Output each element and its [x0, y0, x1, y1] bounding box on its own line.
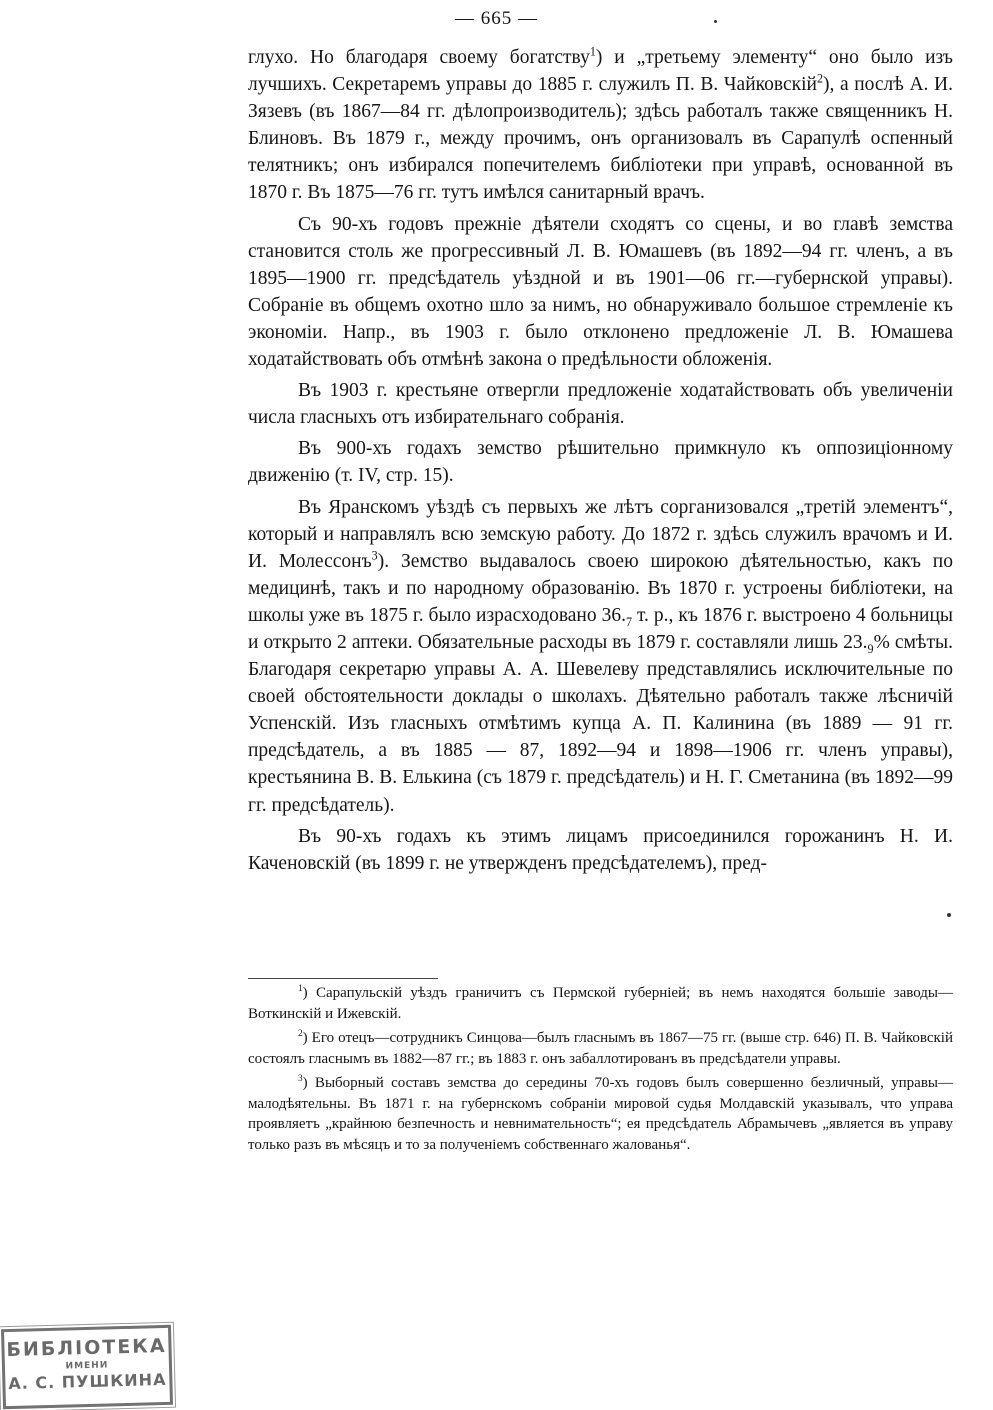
paragraph-1-text-c: ), а послѣ А. И. Зязевъ (въ 1867—84 гг. дѣлопроизводитель); здѣсь работалъ также священникъ Н. Блиновъ. Въ 1879 г., между прочимъ, онъ организовалъ въ Сарапулѣ оспенный телятникъ; онъ избирался попечителемъ библіотеки при управѣ, основанной въ 1870 г. Въ 1875—76 гг. тутъ имѣлся санитарный врачъ.: [248, 74, 953, 204]
paragraph-1: [248, 44, 953, 207]
decimal-subscript-2: 9: [867, 641, 874, 656]
footnote-3-text: ) Выборный составъ земства до середины 70-хъ годовъ былъ совершенно безличный, управы—малодѣятельны. Въ 1871 г. на губернскомъ собраніи мировой судья Молдавскій указывалъ, что управа проявляетъ „крайнюю безпечность и невнимательность“; ея предсѣдатель Абрамычевъ „является въ управу только разъ въ мѣсяцъ и то за полученіемъ собственнаго жалованья“.: [248, 1075, 953, 1153]
stamp-line-2: ИМЕНИ: [65, 1360, 109, 1372]
footnote-2-mark: 2: [298, 1029, 303, 1039]
library-stamp: [1, 1325, 173, 1409]
footnote-divider: [248, 978, 438, 979]
stamp-line-1: БИБЛІОТЕКА: [6, 1334, 167, 1362]
stray-ink-dot: [947, 913, 951, 917]
footnote-ref-2: 2: [816, 71, 823, 86]
footnotes: [248, 983, 953, 1159]
footnote-1-text: ) Сарапульскій уѣздъ граничитъ съ Пермской губерніей; въ немъ находятся большіе заводы—Воткинскій и Ижевскій.: [248, 985, 953, 1022]
page-number: — 665 —: [455, 8, 538, 29]
paragraph-1-text-a: глухо. Но благодаря своему богатству: [248, 47, 590, 68]
paragraph-1-text-b: ) и „третьему элементу“ оно было изъ лучшихъ. Секретаремъ управы до 1885 г. служилъ П. В. Чайковскій: [248, 47, 953, 96]
paragraph-3: Въ 1903 г. крестьяне отвергли предложеніе ходатайствовать объ увеличеніи числа гласныхъ отъ избирательнаго собранія.: [248, 380, 953, 429]
footnote-2-text: ) Его отецъ—сотрудникъ Синцова—былъ гласнымъ въ 1867—75 гг. (выше стр. 646) П. В. Чайковскій состоялъ гласнымъ въ 1882—87 гг.; въ 1883 г. онъ забаллотированъ въ предсѣдатели управы.: [248, 1030, 953, 1067]
footnote-1-mark: 1: [298, 984, 303, 994]
paragraph-5-text-c: т. р., къ 1876 г. выстроено 4 больницы и открыто 2 аптеки. Обязательные расходы въ 1879 г. составляли лишь 23.: [248, 604, 953, 653]
paragraph-4: Въ 900-хъ годахъ земство рѣшительно примкнуло къ оппозиціонному движенію (т. IV, стр. 15).: [248, 438, 953, 487]
decimal-subscript-1: 7: [625, 614, 633, 629]
footnote-3: [248, 1073, 953, 1155]
paragraph-5-text-b: ). Земство выдавалось своею широкою дѣятельностью, какъ по медицинѣ, такъ и по народному образованію. Въ 1870 г. устроены библіотеки, на школы уже въ 1875 г. было израсходовано 36.: [248, 550, 953, 626]
main-text: [248, 44, 953, 881]
footnote-1: [248, 983, 953, 1024]
paragraph-5-text-d: % смѣты. Благодаря секретарю управы А. А. Шевелеву представлялись исключительные по своей обстоятельности доклады о школахъ. Дѣятельно работалъ также лѣсничій Успенскій. Изъ гласныхъ отмѣтимъ купца А. П. Калинина (въ 1889 — 91 гг. предсѣдатель, а въ 1885 — 87, 1892—94 и 1898—1906 гг. членъ управы), крестьянина В. В. Елькина (съ 1879 г. предсѣдатель) и Н. Г. Сметанина (въ 1892—99 гг. предсѣдатель).: [248, 631, 953, 816]
stray-ink-dot: [714, 20, 717, 23]
stamp-line-3: А. С. ПУШКИНА: [8, 1369, 167, 1394]
paragraph-5-text-a: Въ Яранскомъ уѣздѣ съ первыхъ же лѣтъ сорганизовался „третій элементъ“, который и направлялъ всю земскую работу. До 1872 г. здѣсь служилъ врачомъ и И. И. Молессонъ: [248, 496, 953, 572]
footnote-3-mark: 3: [298, 1074, 303, 1084]
footnote-ref-1: 1: [589, 44, 596, 59]
paragraph-5: [248, 494, 953, 819]
footnote-2: [248, 1028, 953, 1069]
paragraph-2: Съ 90-хъ годовъ прежніе дѣятели сходятъ со сцены, и во главѣ земства становится столь же прогрессивный Л. В. Юмашевъ (въ 1892—94 гг. членъ, а въ 1895—1900 гг. предсѣдатель уѣздной и въ 1901—06 гг.—губернской управы). Собраніе въ общемъ охотно шло за нимъ, но обнаруживало большое стремленіе къ экономіи. Напр., въ 1903 г. было отклонено предложеніе Л. В. Юмашева ходатайствовать объ отмѣнѣ закона о предѣльности обложенія.: [248, 213, 953, 371]
footnote-ref-3: 3: [371, 548, 378, 563]
paragraph-6: Въ 90-хъ годахъ къ этимъ лицамъ присоединился горожанинъ Н. И. Каченовскій (въ 1899 г. не утвержденъ предсѣдателемъ), пред-: [248, 825, 953, 874]
